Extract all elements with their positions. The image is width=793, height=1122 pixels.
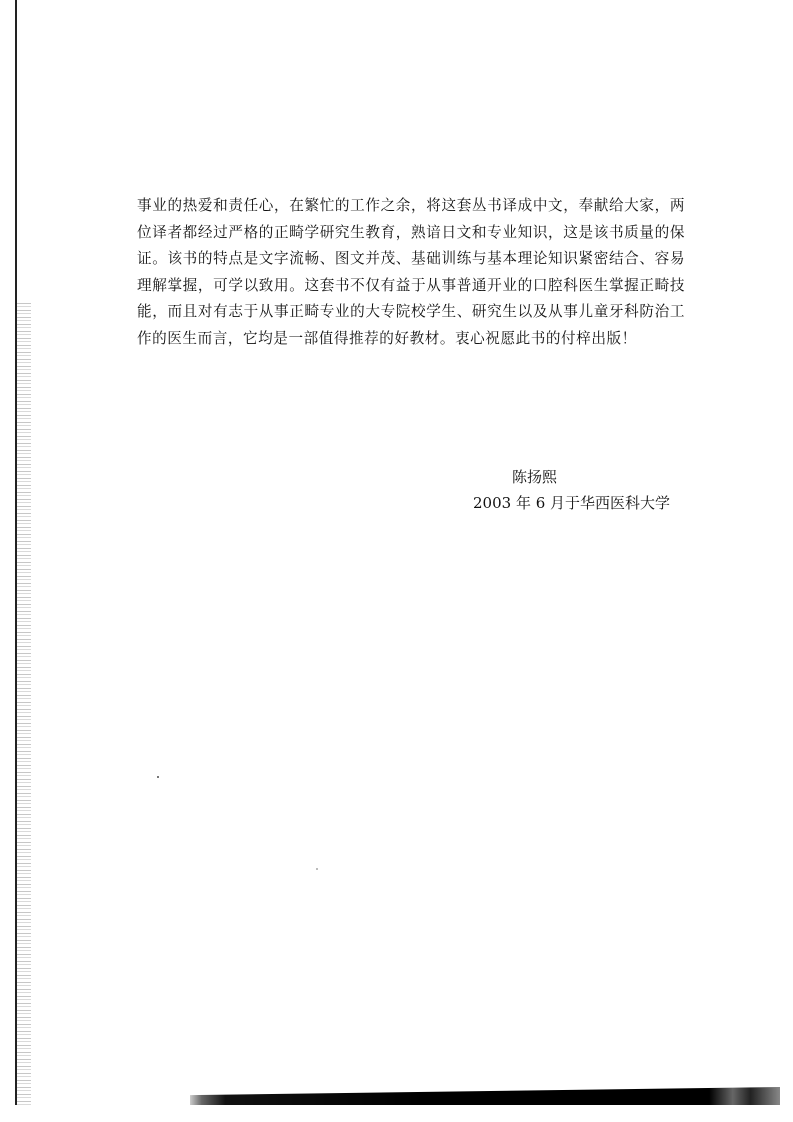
signature-date: 2003 年 6 月于华西医科大学 [473,494,671,512]
preface-paragraph: 事业的热爱和责任心，在繁忙的工作之余，将这套丛书译成中文，奉献给大家，两位译者都经过严格的正畸学研究生教育，熟谙日文和专业知识，这是该书质量的保证。该书的特点是文字流畅、图文并茂、基础训练与基本理论知识紧密结合、容易理解掌握，可学以致用。这套书不仅有益于从事普通开业的口腔科医生掌握正畸技能，而且对有志于从事正畸专业的大专院校学生、研究生以及从事儿童牙科防治工作的医生而言，它均是一部值得推荐的好教材。衷心祝愿此书的付梓出版！ [137,197,685,347]
scan-edge-noise [17,300,31,1105]
author-name: 陈扬熙 [512,468,558,486]
scan-bottom-shadow [190,1087,780,1105]
scan-speck [316,868,318,870]
scan-speck [157,776,159,778]
